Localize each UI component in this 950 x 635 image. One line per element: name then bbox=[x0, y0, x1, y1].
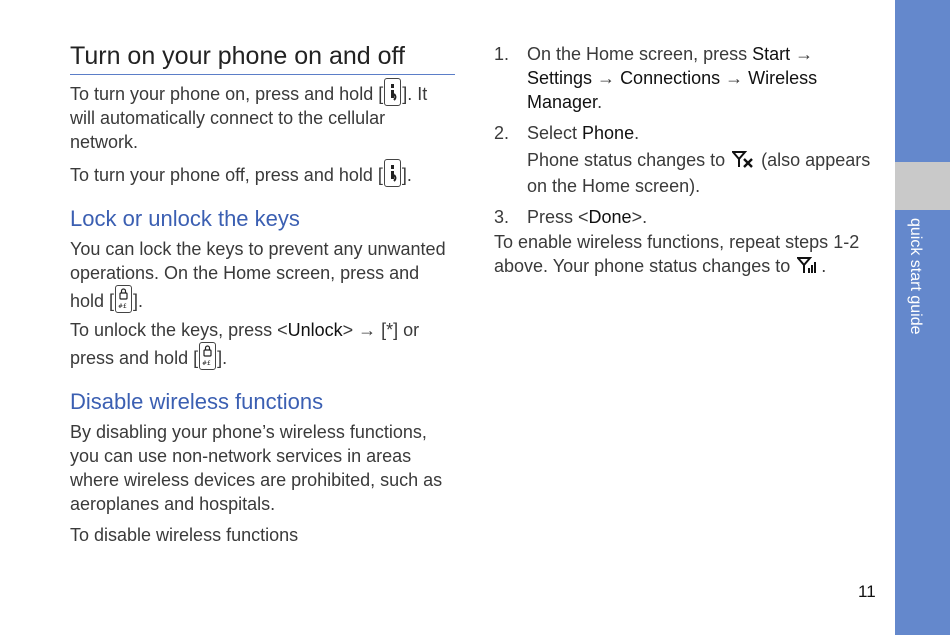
step-text-end: >. bbox=[631, 207, 648, 227]
list-item bbox=[494, 121, 874, 198]
lock-text-end: ]. bbox=[133, 291, 144, 311]
menu-phone: Phone bbox=[582, 123, 635, 143]
step-subtext-part: Phone status changes to bbox=[527, 150, 731, 170]
step-subtext-end: (also appears on the Home screen). bbox=[527, 150, 871, 196]
signal-off-icon bbox=[732, 150, 754, 174]
svg-text:#£: #£ bbox=[118, 303, 127, 310]
arrow-text: → bbox=[592, 68, 621, 88]
step-text-part: Press < bbox=[527, 207, 589, 227]
unlock-keyword: Unlock bbox=[287, 320, 343, 340]
svg-text:#£: #£ bbox=[202, 360, 211, 367]
step-text-part: Select bbox=[527, 123, 583, 143]
menu-connections: Connections bbox=[620, 68, 721, 88]
unlock-text-middle: > → [*] or press and hold [ bbox=[70, 320, 420, 368]
power-key-icon bbox=[384, 159, 401, 187]
power-key-icon bbox=[384, 78, 401, 106]
wireless-intro: By disabling your phone’s wireless functions, you can use non-network services in areas where wireless devices are prohibited, such as aeroplanes and hospitals. bbox=[70, 422, 443, 514]
right-column bbox=[494, 42, 874, 285]
left-column bbox=[70, 40, 455, 552]
step-text bbox=[527, 42, 874, 114]
sidebar-label: quick start guide bbox=[907, 218, 924, 335]
power-on-text: To turn your phone on, press and hold [ bbox=[70, 84, 384, 104]
power-on-paragraph bbox=[70, 78, 455, 154]
unlock-text: To unlock the keys, press < bbox=[70, 320, 288, 340]
signal-on-icon bbox=[797, 256, 819, 280]
page-number: 11 bbox=[858, 582, 876, 601]
wireless-outro-text: To enable wireless functions, repeat steps 1-2 above. Your phone status changes to bbox=[494, 232, 860, 276]
step-subtext bbox=[527, 148, 874, 198]
section-title-power: Turn on your phone on and off bbox=[70, 40, 455, 75]
lock-key-icon bbox=[199, 342, 216, 370]
menu-wireless-manager: Wireless Manager bbox=[527, 68, 818, 112]
step-number: 3. bbox=[494, 207, 510, 227]
power-off-text-end: ]. bbox=[401, 165, 412, 185]
lock-paragraph bbox=[70, 237, 455, 313]
section-title-lock: Lock or unlock the keys bbox=[70, 206, 300, 231]
step-text-end: . bbox=[634, 123, 640, 143]
list-item bbox=[494, 42, 874, 114]
wireless-lead: To disable wireless functions bbox=[70, 525, 299, 545]
step-text bbox=[527, 121, 874, 145]
wireless-outro-end: . bbox=[821, 256, 827, 276]
section-title-wireless: Disable wireless functions bbox=[70, 389, 324, 414]
arrow-text: → bbox=[720, 68, 749, 88]
wireless-outro bbox=[494, 230, 874, 280]
unlock-paragraph bbox=[70, 318, 455, 370]
arrow-text: → bbox=[790, 44, 814, 64]
step-text-end: . bbox=[597, 92, 603, 112]
step-number: 1. bbox=[494, 44, 510, 64]
menu-settings: Settings bbox=[527, 68, 593, 88]
steps-list bbox=[494, 42, 874, 229]
power-off-paragraph bbox=[70, 159, 455, 187]
list-item bbox=[494, 205, 874, 229]
softkey-done: Done bbox=[588, 207, 632, 227]
unlock-text-end: ]. bbox=[217, 348, 228, 368]
lock-key-icon bbox=[115, 285, 132, 313]
lock-text: You can lock the keys to prevent any unwanted operations. On the Home screen, press and hold [ bbox=[70, 239, 446, 311]
power-on-text-end: ]. It will automatically connect to the cellular network. bbox=[70, 84, 428, 152]
step-text-part: On the Home screen, press bbox=[527, 44, 753, 64]
power-off-text: To turn your phone off, press and hold [ bbox=[70, 165, 383, 185]
step-text bbox=[527, 205, 874, 229]
step-number: 2. bbox=[494, 123, 510, 143]
menu-start: Start bbox=[752, 44, 791, 64]
sidebar-tab-marker bbox=[895, 162, 950, 210]
